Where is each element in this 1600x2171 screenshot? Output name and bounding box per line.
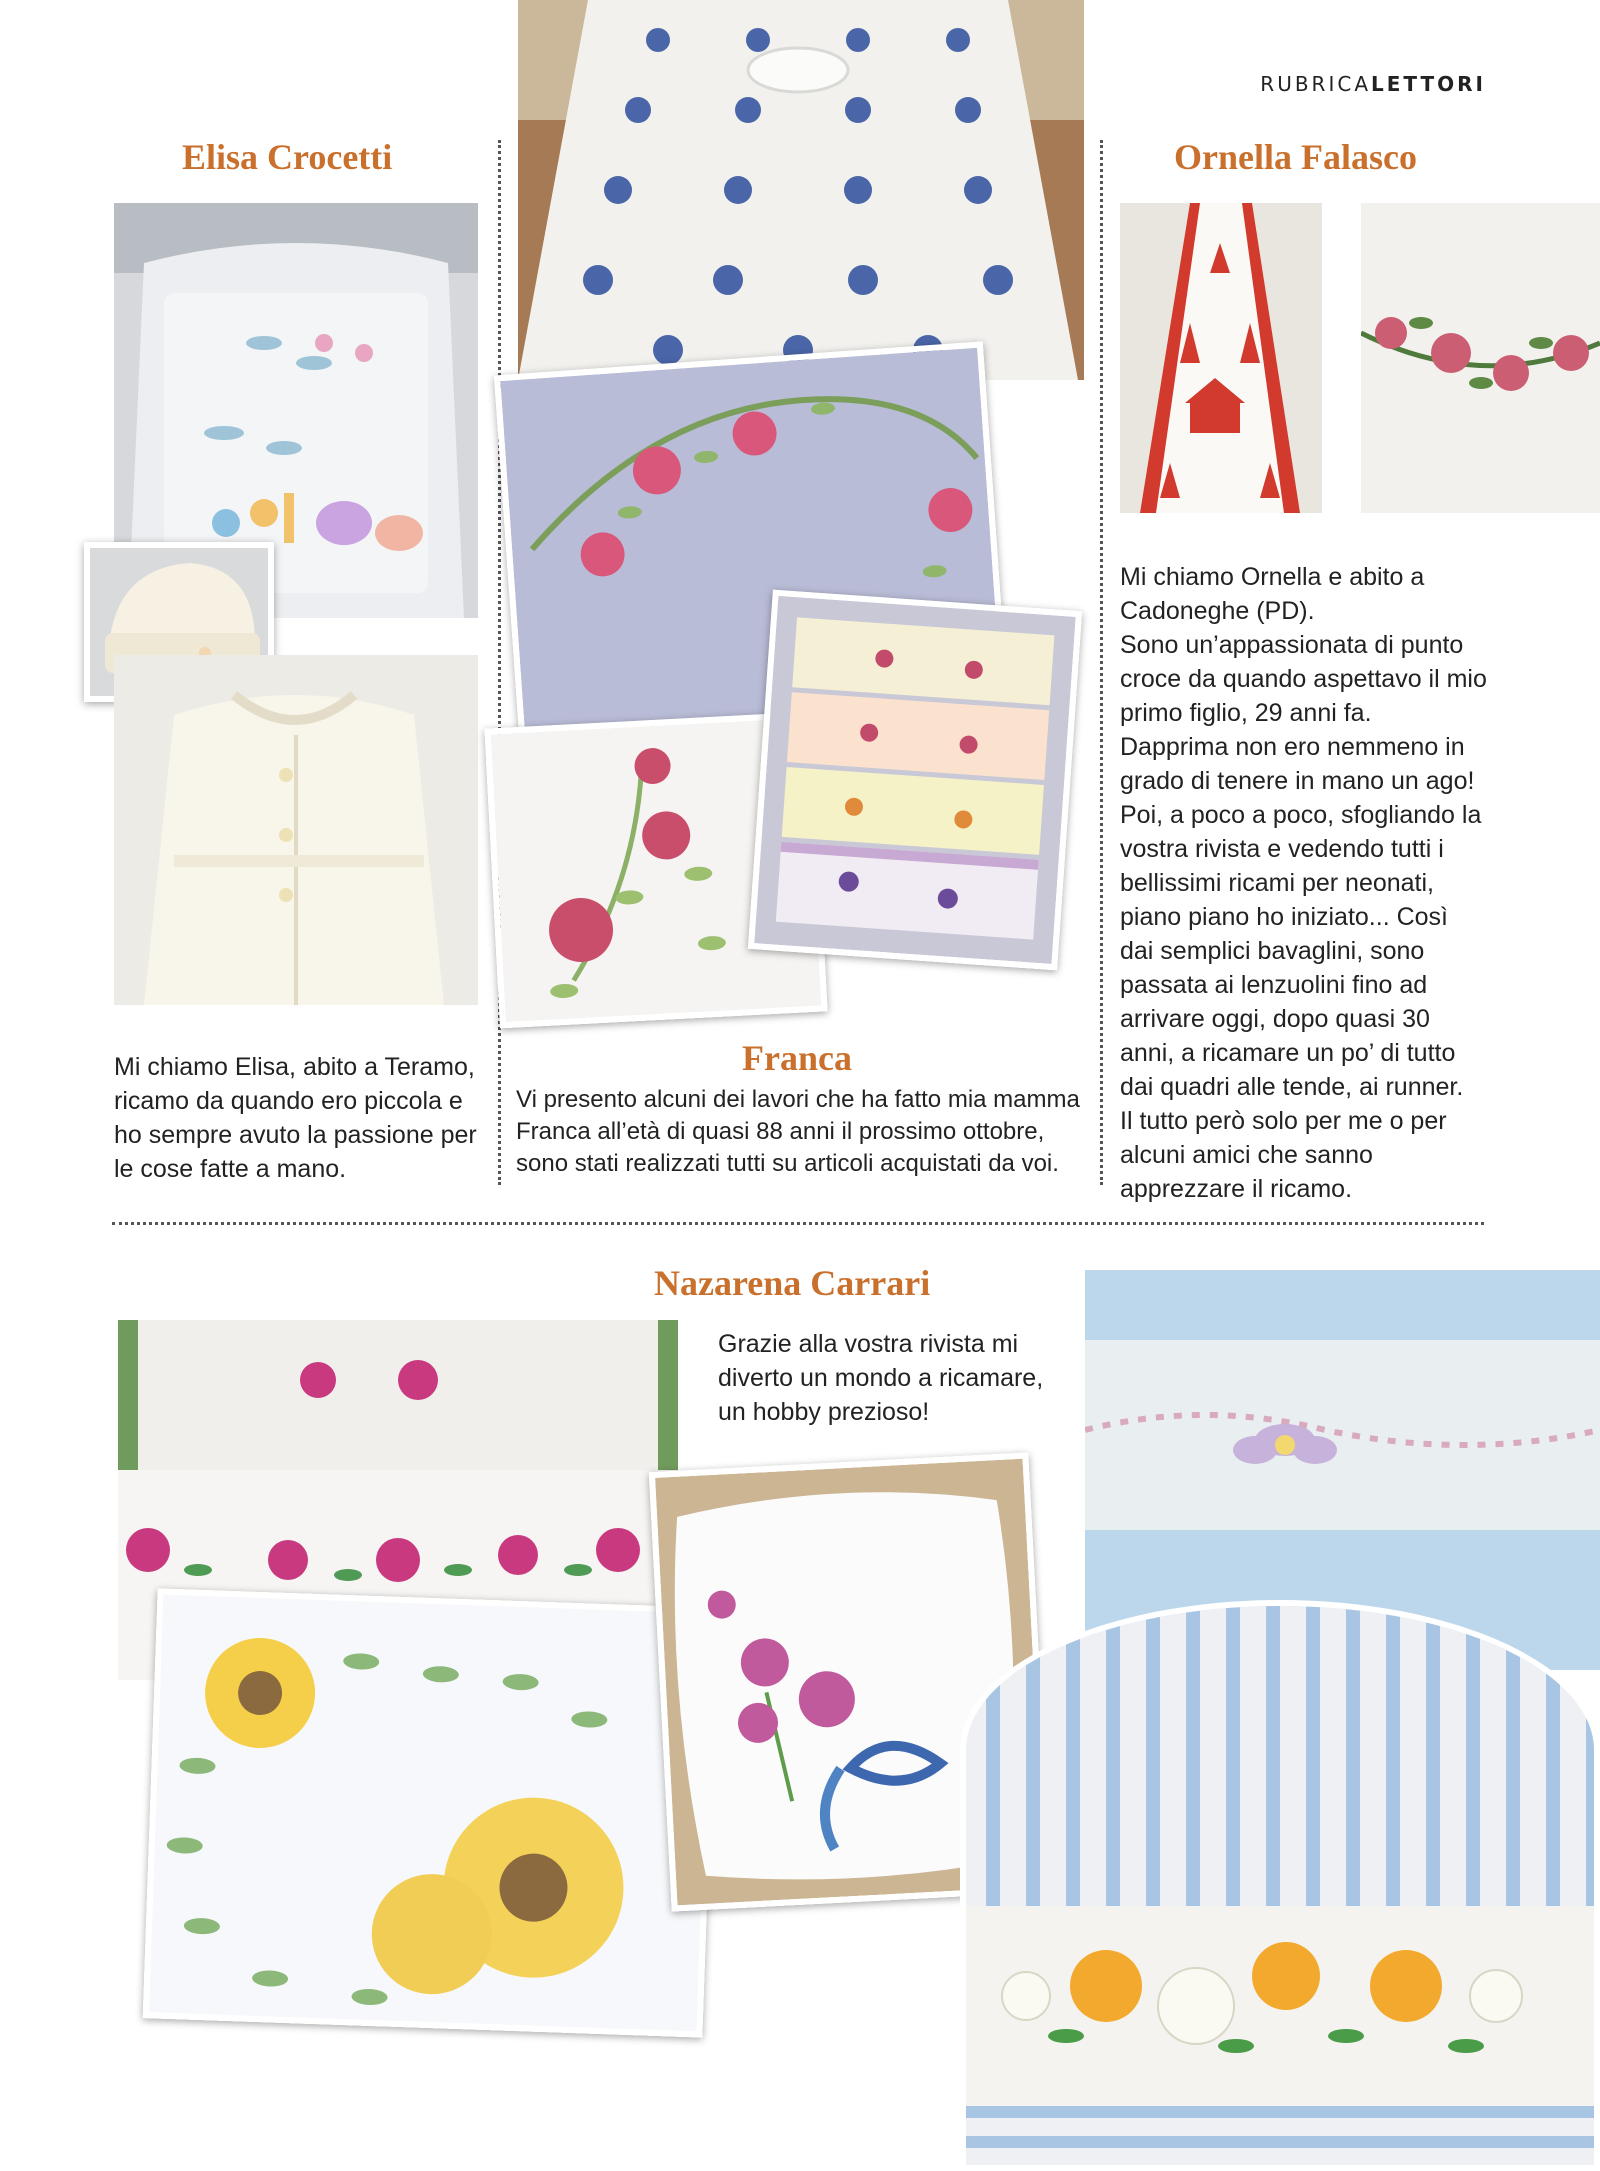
author-text-nazarena: Grazie alla vostra rivista mi diverto un mondo a ricamare, un hobby prezioso! <box>718 1330 1044 1426</box>
section-divider <box>112 1222 1484 1225</box>
section-header <box>1260 72 1486 96</box>
knit-jacket-image <box>114 655 478 1005</box>
christmas-runner-image <box>1120 203 1322 513</box>
author-text-franca: Vi presento alcuni dei lavori che ha fatto mia mamma Franca all’età di quasi 88 anni il prossimo ottobre, sono stati realizzati tutti su articoli acquistati da voi. <box>516 1086 1080 1177</box>
photo-rose-border <box>1361 203 1600 513</box>
towel-stack-image <box>754 596 1076 964</box>
hibiscus-towel-image <box>966 1606 1600 2171</box>
author-name-nazarena: Nazarena Carrari <box>654 1263 931 1303</box>
author-text-ornella: Mi chiamo Ornella e abito a Cadoneghe (PD). Sono un’appassionata di punto croce da quando aspettavo il mio primo figlio, 29 anni fa. Dapprima non ero nemmeno in grado di tenere in mano un ago! Poi, a poco a poco, sfogliando la vostra rivista e vedendo tutti i bellissimi ricami per neonati, piano piano ho iniziato... Così dai semplici bavaglini, sono passata ai lenzuolini fino ad arrivare oggi, dopo quasi 30 anni, a ricamare un po’ di tutto dai quadri alle tende, ai runner. Il tutto però solo per me o per alcuni amici che sanno apprezzare il ricamo. <box>1120 563 1487 1203</box>
author-name-ornella: Ornella Falasco <box>1174 137 1417 177</box>
author-name-elisa: Elisa Crocetti <box>182 137 393 177</box>
photo-knit-jacket <box>114 655 478 1005</box>
tablecloth-image <box>518 0 1084 380</box>
photo-hibiscus-towel <box>960 1600 1600 2171</box>
column-divider-right <box>1100 140 1103 1185</box>
photo-towel-stack <box>748 590 1082 971</box>
rose-border-image <box>1361 203 1600 513</box>
photo-tablecloth <box>518 0 1084 380</box>
section-label: RUBRICA <box>1260 72 1371 96</box>
author-name-franca: Franca <box>742 1038 852 1078</box>
photo-sunflower-cloth <box>143 1588 718 2037</box>
section-label-bold: LETTORI <box>1371 72 1486 96</box>
author-text-elisa: Mi chiamo Elisa, abito a Teramo, ricamo da quando ero piccola e ho sempre avuto la passione per le cose fatte a mano. <box>114 1053 477 1183</box>
photo-christmas-runner <box>1120 203 1322 513</box>
sunflower-cloth-image <box>149 1595 711 2032</box>
